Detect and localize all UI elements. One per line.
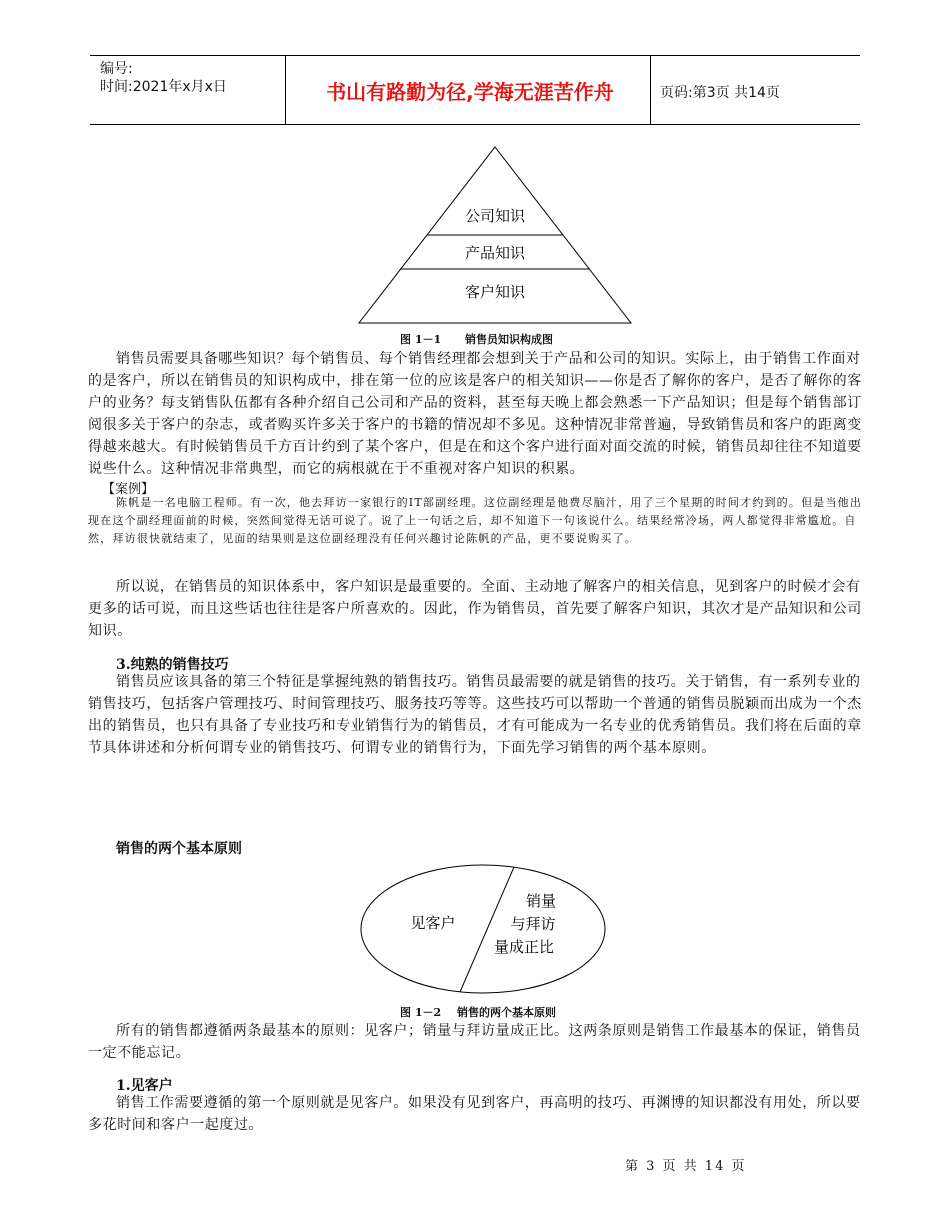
paragraph: 所以说，在销售员的知识体系中，客户知识是最重要的。全面、主动地了解客户的相关信息，见到客户的时候才会有更多的话可说，而且这些话也往往是客户所喜欢的。因此，作为销售员，首先要了解客户知识，其次才是产品知识和公司知识。: [88, 579, 862, 639]
knowledge-pyramid-diagram: [355, 145, 635, 325]
section-heading: 3.纯熟的销售技巧: [116, 657, 229, 673]
pyramid-level-company: 公司知识: [464, 207, 526, 225]
pyramid-level-product: 产品知识: [464, 244, 526, 262]
figure2-caption: [400, 1004, 556, 1020]
case-paragraph: 陈帆是一名电脑工程师。有一次，他去拜访一家银行的IT部副经理。这位副经理是他费尽脑汁，用了三个星期的时间才约到的。但是当他出现在这个副经理面前的时候，突然间觉得无话可说了。说了上一句话之后，却不知道下一句该说什么。结果经常冷场，两人都觉得非常尴尬。自然，拜访很快就结束了，见面的结果则是这位副经理没有任何兴趣讨论陈帆的产品，更不要说购买了。: [88, 496, 863, 545]
figure1-caption-text: 销售员知识构成图: [464, 333, 553, 346]
pyramid-level-customer: 客户知识: [464, 283, 526, 301]
figure2-caption-text: 销售的两个基本原则: [456, 1006, 556, 1019]
principle-left-label: 见客户: [410, 914, 456, 932]
figure1-caption: [400, 331, 553, 347]
case-title: 【案例】: [102, 482, 155, 497]
principle-right-line: 与拜访: [510, 915, 556, 933]
principles-ellipse: [361, 865, 605, 993]
page-header: [90, 55, 860, 125]
header-divider: [650, 56, 651, 124]
sales-principles-diagram: [358, 862, 608, 997]
number-label: 编号:: [100, 61, 133, 77]
time-label: 时间:2021年x月x日: [100, 79, 227, 95]
paragraph: 销售员应该具备的第三个特征是掌握纯熟的销售技巧。销售员最需要的就是销售的技巧。关于销售，有一系列专业的销售技巧，包括客户管理技巧、时间管理技巧、服务技巧等等。这些技巧可以帮助一个普通的销售员脱颖而出成为一个杰出的销售员，也只有具备了专业技巧和专业销售行为的销售员，才有可能成为一名专业的优秀销售员。我们将在后面的章节具体讲述和分析何谓专业的销售技巧、何谓专业的销售行为，下面先学习销售的两个基本原则。: [88, 674, 862, 756]
section-heading: 销售的两个基本原则: [116, 841, 242, 857]
paragraph: 销售员需要具备哪些知识？每个销售员、每个销售经理都会想到关于产品和公司的知识。实际上，由于销售工作面对的是客户，所以在销售员的知识构成中，排在第一位的应该是客户的相关知识——你是否了解你的客户，是否了解你的客户的业务？每支销售队伍都有各种介绍自己公司和产品的资料，甚至每天晚上都会熟悉一下产品知识；但是每个销售部订阅很多关于客户的杂志，或者购买许多关于客户的书籍的情况却不多见。这种情况非常普遍，导致销售员和客户的距离变得越来越大。有时候销售员千方百计约到了某个客户，但是在和这个客户进行面对面交流的时候，销售员却往往不知道要说些什么。这种情况非常典型，而它的病根就在于不重视对客户知识的积累。: [88, 351, 862, 477]
figure1-caption-number: 图 1－1: [400, 333, 442, 346]
principle-right-line: 量成正比: [493, 938, 555, 956]
page-number-label: 页码:第3页 共14页: [660, 85, 780, 101]
paragraph: 销售工作需要遵循的第一个原则就是见客户。如果没有见到客户，再高明的技巧、再渊博的知识都没有用处，所以要多花时间和客户一起度过。: [88, 1095, 861, 1133]
header-motto: 书山有路勤为径,学海无涯苦作舟: [326, 80, 614, 104]
page-footer: 第 3 页 共 14 页: [625, 1159, 747, 1174]
header-meta: [100, 60, 227, 96]
header-divider: [285, 56, 286, 124]
principle-right-line: 销量: [525, 892, 557, 910]
section-heading: 1.见客户: [116, 1078, 173, 1094]
paragraph: 所有的销售都遵循两条最基本的原则：见客户；销量与拜访量成正比。这两条原则是销售工作最基本的保证，销售员一定不能忘记。: [88, 1023, 861, 1061]
figure2-caption-number: 图 1－2: [400, 1006, 442, 1019]
